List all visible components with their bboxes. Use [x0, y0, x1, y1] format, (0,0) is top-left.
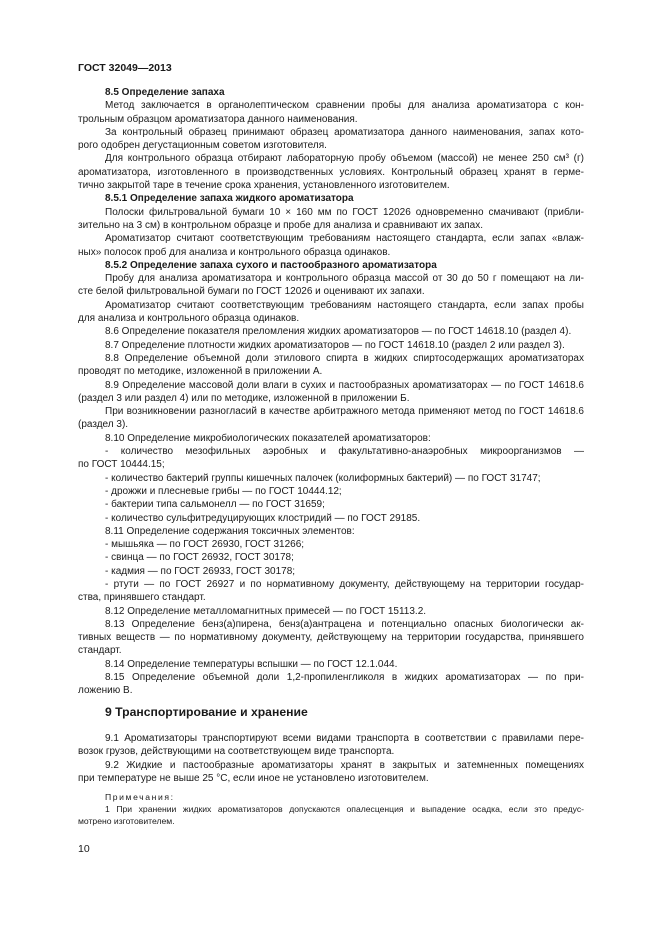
s92-l1: 9.2 Жидкие и пастообразные ароматизаторы хранят в закрытых и затемненных помещениях: [105, 759, 584, 771]
s813-l2: тивных веществ — по нормативному документу, действующему на территории государства, принявшего: [78, 632, 584, 644]
section-8-14: 8.14 Определение температуры вспышки — по ГОСТ 12.1.044.: [105, 658, 398, 670]
s810-item3: - дрожжи и плесневые грибы — по ГОСТ 10444.12;: [105, 485, 342, 497]
s811-item1: - мышьяка — по ГОСТ 26930, ГОСТ 31266;: [105, 539, 305, 551]
arbitration-l2: (раздел 3).: [78, 419, 129, 431]
note-1-l1: 1 При хранении жидких ароматизаторов допускаются опалесценция и выпадение осадка, если это предус-: [105, 804, 584, 815]
s852-p1-l1: Пробу для анализа ароматизатора и контрольного образца массой от 30 до 50 г помещают на ли-: [105, 273, 584, 285]
document-body: [78, 86, 584, 827]
s851-p2-l1: Ароматизатор считают соответствующим требованиям настоящего стандарта, если запах «влаж-: [105, 233, 584, 245]
s851-p1-l2: зительно на 3 см) в контрольном образце и пробе для анализа и сравнивают их запах.: [78, 219, 484, 231]
notes-title: Примечания:: [105, 792, 175, 803]
s810-item5: - количество сульфитредуцирующих клостридий — по ГОСТ 29185.: [105, 512, 421, 524]
s852-p2-l1: Ароматизатор считают соответствующим требованиям настоящего стандарта, если запах пробы: [105, 299, 584, 311]
s85-p1-l1: Метод заключается в органолептическом сравнении пробы для анализа ароматизатора с кон-: [105, 100, 584, 112]
s810-item4: - бактерии типа сальмонелл — по ГОСТ 31659;: [105, 499, 325, 511]
s815-l1: 8.15 Определение объемной доли 1,2-пропиленгликоля в жидких ароматизаторах — по при-: [105, 672, 584, 684]
page-number: 10: [78, 843, 90, 855]
s813-l1: 8.13 Определение бенз(а)пирена, бенз(а)антрацена и потенциально опасных биологически ак-: [105, 618, 584, 630]
s813-l3: стандарт.: [78, 645, 122, 657]
s810-item2: - количество бактерий группы кишечных палочек (колиформных бактерий) — по ГОСТ 31747;: [105, 472, 541, 484]
section-8-12: 8.12 Определение металломагнитных примесей — по ГОСТ 15113.2.: [105, 605, 427, 617]
s811-item3: - кадмия — по ГОСТ 26933, ГОСТ 30178;: [105, 565, 296, 577]
s852-p2-l2: для анализа и контрольного образца одинаков.: [78, 313, 300, 325]
section-9-heading: 9 Транспортирование и хранение: [105, 704, 308, 719]
note-1-l2: мотрено изготовителем.: [78, 816, 175, 827]
s91-l2: возок грузов, действующими на соответствующем виде транспорта.: [78, 746, 395, 758]
s815-l2: ложению В.: [78, 685, 133, 697]
s810-item1-l2: по ГОСТ 10444.15;: [78, 459, 165, 471]
s92-l2: при температуре не выше 25 °С, если иное не установлено изготовителем.: [78, 772, 429, 784]
s91-l1: 9.1 Ароматизаторы транспортируют всеми видами транспорта в соответствии с правилами пере-: [105, 732, 584, 744]
section-8-5-1-heading: 8.5.1 Определение запаха жидкого ароматизатора: [105, 193, 354, 205]
section-8-6: 8.6 Определение показателя преломления жидких ароматизаторов — по ГОСТ 14618.10 (раздел 4).: [105, 326, 572, 338]
s811-item2: - свинца — по ГОСТ 26932, ГОСТ 30178;: [105, 552, 294, 564]
s85-p3-l2: ароматизатора, изготовленного в производственных условиях. Контрольный образец хранят в герме-: [78, 166, 584, 178]
s85-p1-l2: трольным образцом ароматизатора данного наименования.: [78, 113, 358, 125]
section-8-5-2-heading: 8.5.2 Определение запаха сухого и пастообразного ароматизатора: [105, 259, 437, 271]
section-8-7: 8.7 Определение плотности жидких ароматизаторов — по ГОСТ 14618.10 (раздел 2 или раздел 3).: [105, 339, 565, 351]
s811-item4-l1: - ртути — по ГОСТ 26927 и по нормативному документу, действующему на территории государ-: [105, 578, 584, 590]
s851-p2-l2: ных» полосок проб для анализа и контрольного образца одинаков.: [78, 246, 391, 258]
s89-l1: 8.9 Определение массовой доли влаги в сухих и пастообразных ароматизаторах — по ГОСТ 14618.6: [105, 379, 584, 391]
s85-p3-l1: Для контрольного образца отбирают лабораторную пробу объемом (массой) не менее 250 см³ (г): [105, 153, 584, 165]
standard-header: ГОСТ 32049—2013: [78, 62, 172, 74]
s88-l2: проводят по методике, изложенной в приложении А.: [78, 366, 323, 378]
s85-p2-l2: рого одобрен дегустационным советом изготовителя.: [78, 140, 327, 152]
s810-item1-l1: - количество мезофильных аэробных и факультативно-анаэробных микроорганизмов —: [105, 446, 584, 458]
notes-block: [78, 791, 584, 827]
s811-item4-l2: ства, принявшего стандарт.: [78, 592, 206, 604]
s852-p1-l2: сте белой фильтровальной бумаги по ГОСТ 12026 и оценивают их запахи.: [78, 286, 425, 298]
arbitration-l1: При возникновении разногласий в качестве арбитражного метода применяют метод по ГОСТ 14618.6: [105, 406, 584, 418]
section-8-11-heading: 8.11 Определение содержания токсичных элементов:: [105, 525, 355, 537]
s85-p3-l3: тично закрытой таре в течение срока хранения, установленного изготовителем.: [78, 180, 450, 192]
s85-p2-l1: За контрольный образец принимают образец ароматизатора данного наименования, запах кото-: [105, 126, 584, 138]
section-8-5-heading: 8.5 Определение запаха: [105, 87, 225, 98]
s851-p1-l1: Полоски фильтровальной бумаги 10 × 160 мм по ГОСТ 12026 одновременно смачивают (прибли-: [105, 206, 584, 218]
s89-l2: (раздел 3 или раздел 4) или по методике, изложенной в приложении Б.: [78, 392, 410, 404]
section-8-10-heading: 8.10 Определение микробиологических показателей ароматизаторов:: [105, 432, 431, 444]
s88-l1: 8.8 Определение объемной доли этилового спирта в жидких спиртосодержащих ароматизаторах: [105, 352, 584, 364]
